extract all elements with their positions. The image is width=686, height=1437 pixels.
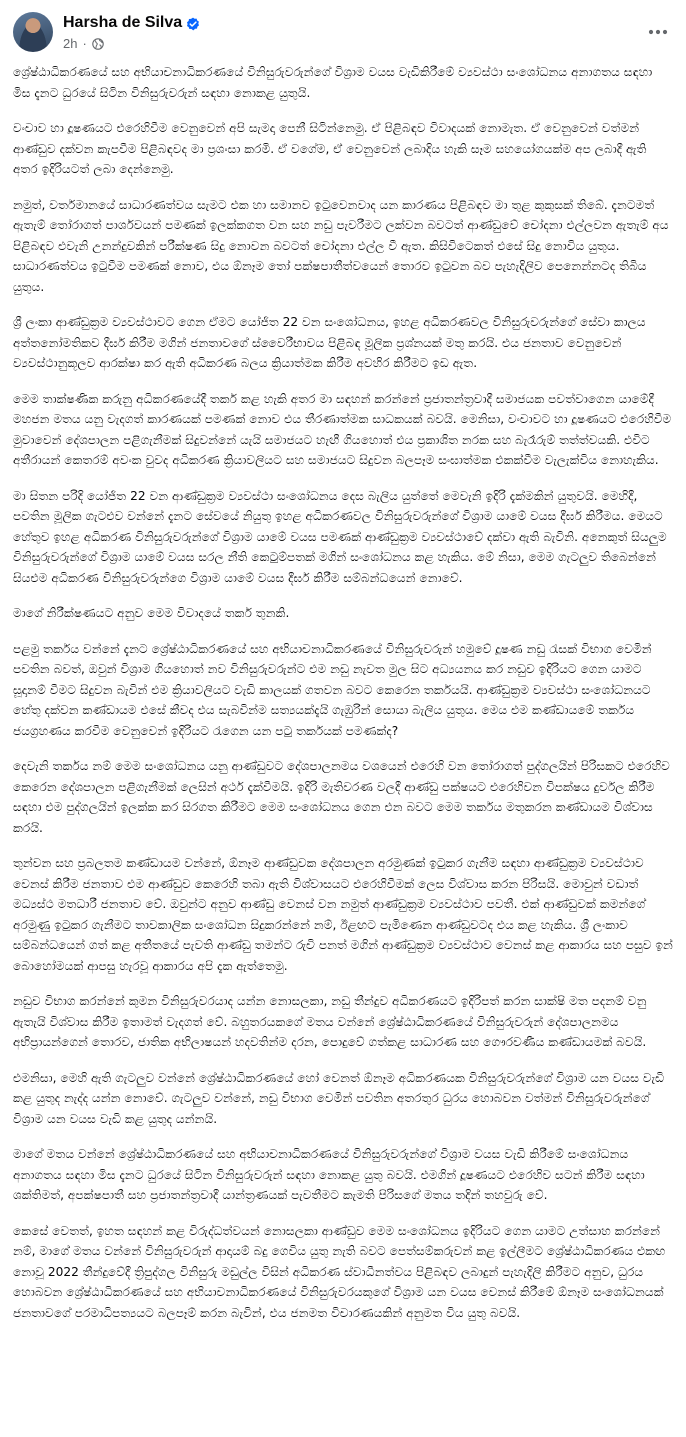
post-paragraph: ශ්‍රී ලංකා ආණ්ඩුක්‍රම ව්‍යවස්ථාවට ගෙන ඒමට යෝජිත 22 වන සංශෝධනය, ඉහළ අධිකරණවල විනිසුරුවරුන්ගේ සේවා කාලය අත්තනෝමතිකව දීර්ඝ කිරීම මගින් ජනතාවගේ ස්වෛරීභාවය පිළිබඳ මූලික ප්‍රශ්නයක් මතු කරයි. එය ජනතාව වෙනුවෙන් ව්‍යවස්ථානුකූලව ආරක්ෂා කර ඇති අධිකරණ බලය ක්‍රියාත්මක කිරීම අවහිර කිරීමට ඉඩ ඇත. [13, 315, 646, 370]
post-paragraph: නඩුව විභාග කරන්නේ කුමන විනිසුරුවරයාද යන්න නොසලකා, නඩු තීන්දුව අධිකරණයට ඉදිරිපත් කරන සාක්ෂි මත පදනම් වනු ඇතැයි විශ්වාස කිරීම ඉතාමත් වැදගත් වේ. බහුතරයකගේ මතය වන්නේ ශ්‍රේෂ්ඨාධිකරණයේ විනිසුරුවරුන් දේශපාලනමය අභිප්‍රායන්ගෙන් තොරව, ජාතික අභිලාෂයන් හදවතින්ම දරන, පොදුවේ ගත්කළ සාධාරණ සහ ගෞරවණීය කණ්ඩායමක් බවයි. [13, 994, 647, 1049]
post-meta [63, 36, 104, 51]
post-paragraph: මා සිතන පරිදි යෝජිත 22 වන ආණ්ඩුක්‍රම ව්‍යවස්ථා සංශෝධනය දෙස බැලිය යුත්තේ මෙවැනි ඉදිරි දැක්මකින් යුතුවයි. මෙහිදී, පවතින මූලික ගැටළුව වන්නේ දැනට සේවයේ නියුතු ඉහළ අධිකරණවල විනිසුරුවරුන්ගේ විශ්‍රාම යාමේ වයස දීර්ඝ කිරීමය. මෙයට හේතුව ඉහළ අධිකරණ විනිසුරුවරුන්ගේ විශ්‍රාම යාමේ වයස පමණක් ආණ්ඩුක්‍රම ව්‍යවස්ථාවේ දක්වා ඇති බැවිනි. අනෙකුත් සියලුම විනිසුරුවරුන්ගේ විශ්‍රාම යාමේ වයස සරල නීති කෙටුම්පතක් මගින් සංශෝධනය කළ හැකිය. මේ නිසා, මෙම ගැටලුව තිබෙන්නේ සියළුම අධිකරණ විනිසුරුවරුන්ගෙ විශ්‍රාම යාමේ වයස දීර්ඝ කිරීම සම්බන්ධයෙන් නොවේ. [13, 488, 667, 585]
post-paragraph: පළමු තර්කය වන්නේ දැනට ශ්‍රේෂ්ඨාධිකරණයේ සහ අභියාචනාධිකරණයේ විනිසුරුවරුන් හමුවේ දූෂණ නඩු රැසක් විභාග වෙමින් පවතින බවත්, ඔවුන් විශ්‍රාම ගියහොත් නව විනිසුරුවරුන්ට එම නඩු නැවත මුල සිට අධ්‍යයනය කර නඩුව ඉදිරියට ගෙන යාමට සූදානම් වීමට සිදුවන බැවින් එම ක්‍රියාවලියට වැඩි කාලයක් ගතවන බවට කෙරෙන තර්කයයි. ආණ්ඩුක්‍රම ව්‍යවස්ථා සංශෝධනයට හේතු දක්වන කණ්ඩායම එසේ කීවද එය සැබවින්ම සත්‍යයක්දැයි ගැඹුරින් සොයා බැලිය යුතුය. මෙය එම කණ්ඩායමේ තර්කය ජයග්‍රහණය කරවීම වෙනුවෙන් ඉදිරියට රැගෙන යන පටු තර්කයක් පමණක්ද? [13, 641, 652, 738]
verified-badge-icon [186, 16, 200, 30]
post-paragraph: මාගේ නිරීක්ෂණයට අනුව මෙම විවාදයේ තර්ක තුනකි. [13, 606, 290, 620]
post-paragraph: තුන්වන සහ ප්‍රබලතම කණ්ඩායම වන්නේ, ඕනෑම ආණ්ඩුවක දේශපාලන අරමුණක් ඉටුකර ගැනීම සඳහා ආණ්ඩුක්‍රම ව්‍යවස්ථාව වෙනස් කිරීම ජනතාව එම ආණ්ඩුව කෙරෙහි තබා ඇති විශ්වාසයට එරෙහිවීමක් ලෙස විශ්වාස කරන පිරිසයි. මොවුන් වඩාත් මධ්‍යස්ථ මතධාරී ජනතාව වේ. ඔවුන්ට අනුව ආණ්ඩු වෙනස් වන නමුත් ආණ්ඩුක්‍රම ව්‍යවස්ථාව පවතී. එක් ආණ්ඩුවක් කමන්ගේ අරමුණු ඉටුකර ගැනීමට තාවකාලික සංශෝධන සිදුකරන්නේ නම්, ඊළඟට පැමිණෙන ආණ්ඩුවටද එය කළ හැකිය. ශ්‍රී ලංකාව සම්බන්ධයෙන් ගත් කළ අතීතයේ පැවති ආණ්ඩු තමන්ට රුචි පනත් මගින් ආණ්ඩුක්‍රම ව්‍යවස්ථාව වෙනස් කළ ආකාරය සහ පසුව ඉන් බොහෝමයක් ආපසු හැරවූ ආකාරය අපි දැක ඇත්තෙමු. [13, 856, 673, 973]
post-timestamp[interactable]: 2h [63, 36, 78, 51]
post-paragraph: එමනිසා, මෙහි ඇති ගැටලුව වන්නේ ශ්‍රේෂ්ඨාධිකරණයේ හෝ වෙනත් ඕනෑම අධිකරණයක විනිසුරුවරුන්ගේ විශ්‍රාම යන වයස වැඩි කළ යුතුද නැද්ද යන්න නොවේ. ගැටලුව වන්නේ, නඩු විභාග වෙමින් පවතින අතරතුර ධුරය හොබවන වත්මන් විනිසුරුවරුන්ගේ විශ්‍රාම යන වයස වැඩි කළ යුතුද යන්නයි. [13, 1070, 665, 1126]
post-header [0, 0, 686, 58]
more-options-button[interactable] [646, 20, 670, 44]
avatar[interactable] [13, 12, 53, 52]
author-row [63, 14, 200, 32]
post-body [13, 62, 673, 1338]
author-name[interactable]: Harsha de Silva [63, 14, 183, 31]
post-paragraph: මාගේ මතය වන්නේ ශ්‍රේෂ්ඨාධිකරණයේ සහ අභියාචනාධිකරණයේ විනිසුරුවරුන්ගේ විශ්‍රාම වයස වැඩි කිරීමේ සංශෝධනය අනාගතය සඳහා මිස දැනට ධුරයේ සිටින විනිසුරුවරුන් සඳහා නොකළ යුතු බවයි. එමගින් දූෂණයට එරෙහිව සටන් කිරීම සඳහා ශක්තිමත්, අපක්ෂපාතී සහ ප්‍රජාතන්ත්‍රවාදී යාන්ත්‍රණයක් පැවතීමට කැමති පිරිසගේ මතය තදින් තහවුරු වේ. [13, 1147, 645, 1202]
post-paragraph: කෙසේ වෙතත්, ඉහත සඳහන් කළ විරුද්ධත්වයන් නොසලකා ආණ්ඩුව මෙම සංශෝධනය ඉදිරියට ගෙන යාමට උත්සාහ කරන්නේ නම්, මාගේ මතය වන්නේ විනිසුරුවරුන් ආදායම් බදු ගෙවිය යුතු නැති බවට පෙත්සම්කරුවන් කළ ඉල්ලීමට ශ්‍රේෂ්ඨාධිකරණය එකඟ නොවූ 2022 තීන්දුවේදී ත්‍රිපුද්ගල විනිසුරු මඩුල්ල විසින් අධිකරණ ස්වාධීනත්වය පිළිබඳව ලබාදුන් පැහැදිලි කිරීමට අනුව, ධුරය හොබවන ශ්‍රේෂ්ඨාධිකරණයේ සහ අභියාචනාධිකරණයේ විනිසුරුවරයකුගේ විශ්‍රාම යන වයස වෙනස් කිරීමේ ඕනෑම සංශෝධනයක් ජනතාවගේ පරමාධිපත්‍යයට බලපෑම් කරන බැවින්, එය ජනමත විචාරණයකින් අනුමත විය යුතු බවයි. [13, 1223, 666, 1320]
meta-separator: · [82, 36, 87, 51]
post-paragraph: නමුත්, වර්තමානයේ සාධාරණත්වය සැමට එක හා සමානව ඉටුවෙනවාද යන කාරණය පිළිබඳව මා තුළ කුකුසක් තිබේ. දැනටමත් ඇතැම් තෝරාගත් පාර්ශවයන් පමණක් ඉලක්කගත වන සහ නඩු පැවරීමට ලක්වන බවටත් ආණ්ඩුවේ චෝදනා එල්ලවන ඇතැම් අය පිළිබඳව එවැනි උනන්දුවකින් පරීක්ෂණ සිදු නොවන බවටත් චෝදනා එල්ල වී ඇත. කිසිවිටෙකත් එසේ සිදු නොවිය යුතුය. සාධාරණත්වය ඉටුවීම පමණක් නොව, එය ඕනෑම තෝ පක්ෂපාතීත්වයෙන් තොරව ඉටුවන බව පැහැදිලිව පෙනෙන්නටද තිබිය යුතුය. [13, 197, 669, 294]
more-horizontal-icon [648, 29, 668, 35]
post-paragraph: වංචාව හා දූෂණයට එරෙහිවීම වෙනුවෙන් අපි සැමදා පෙනී සිටින්නෙමු. ඒ පිළිබඳව විවාදයක් නොමැත. ඒ වෙනුවෙන් වත්මන් ආණ්ඩුව දක්වන කැපවීම පිළිබඳවද මා ප්‍රශංසා කරමි. ඒ වගේම, ඒ වෙනුවෙන් ලබාදිය හැකි සෑම සහයෝගයක්ම අප ලබාදී ඇති අතර ඉදිරියටත් ලබා දෙන්නෙමු. [13, 121, 647, 176]
globe-icon[interactable] [92, 38, 104, 50]
post-paragraph: ශ්‍රේෂ්ඨාධිකරණයේ සහ අභියාචනාධිකරණයේ විනිසුරුවරුන්ගේ විශ්‍රාම වයස වැඩිකිරීමේ ව්‍යවස්ථා සංශෝධනය අනාගතය සඳහා මිස දැනට ධුරයේ සිටින විනිසුරුවරුන් සඳහා නොකළ යුතුයි. [13, 65, 653, 100]
post-paragraph: දෙවැනි තර්කය නම් මෙම සංශෝධනය යනු ආණ්ඩුවට දේශපාලනමය වශයෙන් එරෙහි වන තෝරාගත් පුද්ගලයින් පිරිසකට එරෙහිව කෙරෙන දේශපාලන පළිගැනීමක් ලෙසින් අර්ථ දැක්වීමයි. ඉදිරි මැතිවරණ වලදී ආණ්ඩු පක්ෂයට එරෙහිවන විපක්ෂය දුර්වල කිරීම සඳහා එම පුද්ගලයින් ඉලක්ක කර සිරගත කිරීමට මෙම සංශෝධනය ගෙන එන බවට මෙම තර්කය මතුකරන කණ්ඩායම විශ්වාස කරයි. [13, 759, 670, 835]
post-paragraph: මෙම තාක්ෂණික කරුනු අධිකරණයේදී තර්ක කළ හැකි අතර මා සඳහන් කරන්නේ ප්‍රජාතන්ත්‍රවාදී සමාජයක පවත්වාගෙන යාමේදී මහජන මතය යනු වැදගත් කාරණයක් පමණක් නොව එය තීරණාත්මක සාධකයක් බවයි. මෙනිසා, වංචාවට හා දූෂණයට එරෙහිවීම මුවාවෙන් දේශපාලන පළිගැනීමක් සිදුවන්නේ යැයි සමාජයට හැඟී ගියහොත් එය ප්‍රකාශිත නරක සහ බැරෑරුම් තත්ත්වයකි. එවිට අතීරායන් කෙතරම් අවංක වුවද අධිකරණ ක්‍රියාවලියට සහ සමාජයට සිදුවන බලපෑම සංඝාත්මක එකක්වීම වැලැක්විය නොහැකිය. [13, 391, 672, 467]
